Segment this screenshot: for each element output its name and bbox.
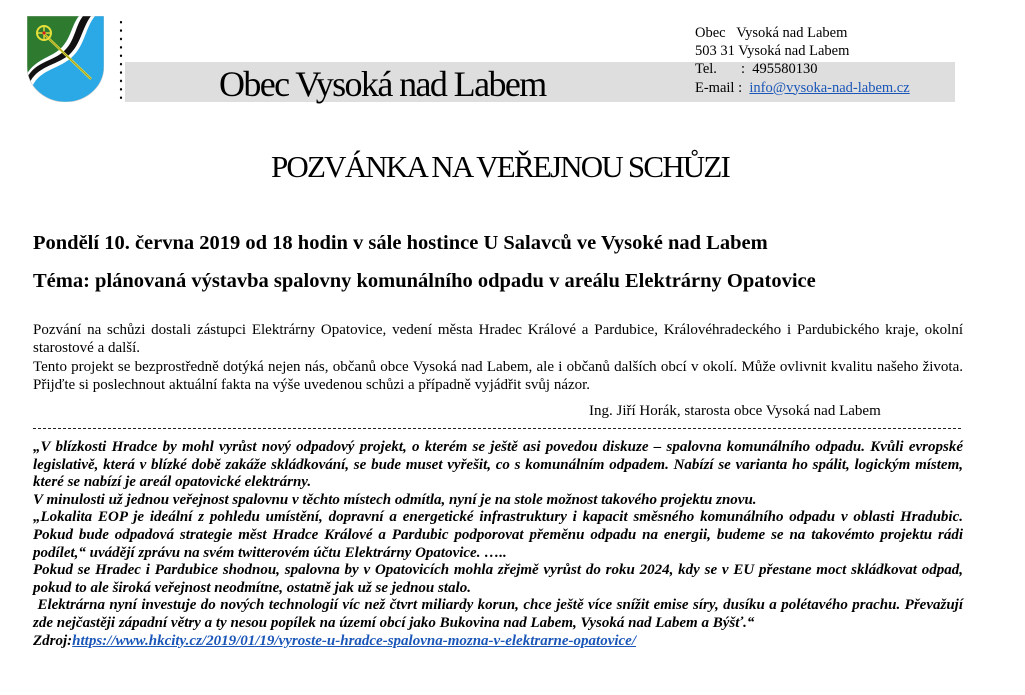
intro-paragraph-2: Tento projekt se bezprostředně dotýká nejen nás, občanů obce Vysoká nad Labem, ale i občanů dalších obcí v okolí. Může ovlivnit kvalitu našeho života. Přijďte si poslechnout aktuální fakta na výše uvedenou schůzi a případně vyjádřit svůj názor.: [33, 358, 963, 394]
coat-of-arms-icon: [27, 16, 104, 102]
quoted-article: [33, 439, 967, 650]
contact-line-1: Obec Vysoká nad Labem: [695, 25, 848, 41]
source-line: [33, 633, 963, 651]
quote-paragraph-2: V minulosti už jednou veřejnost spalovnu v těchto místech odmítla, nyní je na stole možnost takového projektu znovu.: [33, 491, 757, 508]
village-title: Obec Vysoká nad Labem: [219, 64, 546, 104]
tel-label: Tel.: [695, 61, 717, 78]
dotted-divider: [119, 18, 123, 102]
intro-text: [33, 321, 963, 395]
contact-email: [695, 79, 910, 97]
dashed-divider: [33, 428, 961, 429]
source-label: Zdroj:: [33, 632, 73, 649]
invitation-title: POZVÁNKA NA VEŘEJNOU SCHŮZI: [270, 149, 730, 184]
event-date-place: Pondělí 10. června 2019 od 18 hodin v sále hostince U Salavců ve Vysoké nad Labem: [33, 232, 768, 254]
tel-separator: :: [741, 61, 746, 78]
quote-paragraph-4: Pokud se Hradec i Pardubice shodnou, spalovna by v Opatovicích mohla zřejmě vyrůst do roku 2024, kdy se v EU přestane moct skládkovat odpad, pokud to ale široká veřejnost neodmítne, ostatně jak už se jednou stalo.: [33, 562, 963, 596]
contact-tel: [695, 60, 910, 78]
tel-value: 495580130: [752, 61, 818, 78]
source-link[interactable]: https://www.hkcity.cz/2019/01/19/vyroste-u-hradce-spalovna-mozna-v-elektrarne-opatovice/: [72, 632, 637, 649]
quote-paragraph-3: „Lokalita EOP je ideální z pohledu umístění, dopravní a energetické infrastruktury i kapacit směsného komunálního odpadu v oblasti Hradubic. Pokud bude odpadová strategie měst Hradce Králové a Pardubic podporovat přeměnu odpadu na energii, budeme se na takovémto projektu rádi podílet,“ uvádějí zprávu na svém twitterovém účtu Elektrárny Opatovice. …..: [33, 509, 963, 561]
contact-block: [695, 24, 910, 97]
contact-line-2: 503 31 Vysoká nad Labem: [695, 43, 850, 60]
quote-paragraph-5: Elektrárna nyní investuje do nových technologií víc než čtvrt miliardy korun, chce ještě více snížit emise síry, dusíku a polétavého prachu. Převažují zde nejčastěji západní větry a ty nesou popílek na území obcí jako Bukovina nad Labem, Vysoká nad Labem a Býšť.“: [33, 597, 967, 631]
quote-paragraph-1: „V blízkosti Hradce by mohl vyrůst nový odpadový projekt, o kterém se ještě asi povedou diskuze – spalovna komunálního odpadu. Kvůli evropské legislativě, která v blízké době zakáže skládkování, se bude muset vyřešit, co s komunálním odpadem. Nabízí se varianta ho spálit, logickým místem, které se nabízí je areál opatovické elektrárny.: [33, 439, 963, 491]
intro-paragraph-1: Pozvání na schůzi dostali zástupci Elektrárny Opatovice, vedení města Hradec Králové a Pardubice, Královéhradeckého i Pardubického kraje, okolní starostové a další.: [33, 322, 963, 357]
email-label: E-mail :: [695, 79, 743, 96]
email-link[interactable]: info@vysoka-nad-labem.cz: [749, 79, 910, 96]
signature: Ing. Jiří Horák, starosta obce Vysoká nad Labem: [589, 403, 881, 419]
event-topic: Téma: plánovaná výstavba spalovny komunálního odpadu v areálu Elektrárny Opatovice: [33, 270, 816, 292]
